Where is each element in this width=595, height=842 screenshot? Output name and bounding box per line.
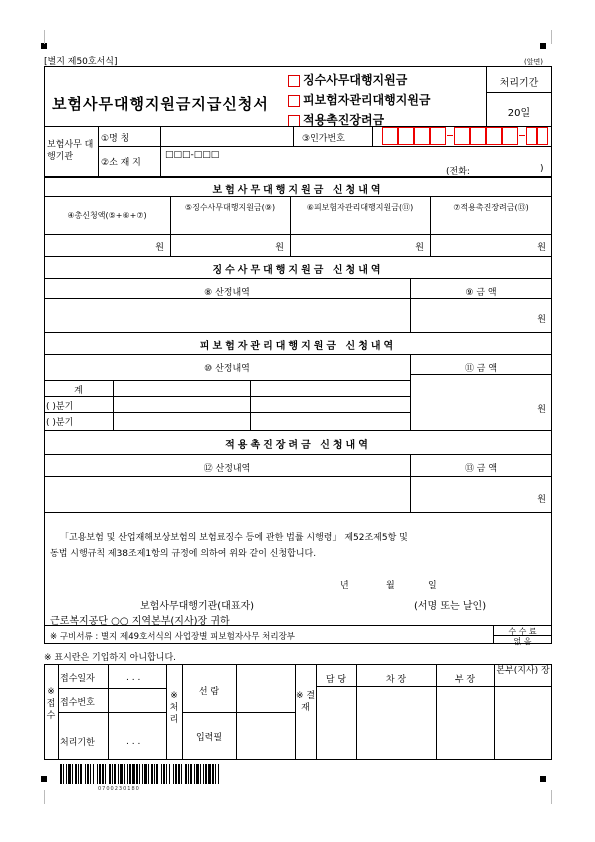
barcode-bar (181, 764, 182, 784)
review-stamp-field[interactable] (238, 666, 293, 710)
quarter-row-1[interactable]: ( )분기 (46, 402, 74, 412)
barcode-bar (90, 764, 91, 784)
barcode-bar (87, 764, 89, 784)
barcode-bar (132, 764, 135, 784)
promotion-amount-unit[interactable]: 원 (537, 243, 546, 253)
barcode-bar (178, 764, 180, 784)
barcode-bar (102, 764, 104, 784)
barcode-bar (109, 764, 111, 784)
receipt-number-label: 접수번호 (60, 698, 95, 708)
barcode-bar (93, 764, 94, 784)
collection-detail-label: ⑧ 산정내역 (204, 288, 250, 298)
barcode-bar (185, 764, 187, 784)
signature-label[interactable]: (서명 또는 날인) (414, 601, 487, 612)
barcode-bar (161, 764, 162, 784)
office-use-note: ※ 표시란은 기입하지 아니합니다. (44, 653, 177, 663)
barcode-number: 0700230180 (98, 786, 140, 792)
declaration-line-1: 「고용보험 및 산업재해보상보험의 보험료징수 등에 관한 법률 시행령」 제52조제5항 및 (60, 533, 408, 543)
section-title-request-summary: 보험사무대행지원금 신청내역 (212, 185, 384, 196)
date-day-label[interactable]: 일 (428, 581, 437, 591)
date-month-label[interactable]: 월 (386, 581, 395, 591)
barcode-bar (203, 764, 204, 784)
barcode-bar (105, 764, 106, 784)
barcode-bar (112, 764, 113, 784)
attachments-note: ※ 구비서류 : 별지 제49호서식의 사업장별 피보험자사무 처리장부 (50, 632, 295, 642)
collection-amount-label: ⑨ 금 액 (465, 288, 497, 298)
barcode-bar (75, 764, 77, 784)
barcode-bar (169, 764, 170, 784)
applicant-label: 보험사무대행기관(대표자) (140, 601, 255, 612)
barcode-bar (196, 764, 199, 784)
insured-mgmt-amount-unit[interactable]: 원 (415, 243, 424, 253)
insured-mgmt-detail-label: ⑩ 산정내역 (204, 364, 250, 374)
paper-side-note: (앞면) (524, 58, 543, 66)
agency-address-label: ②소 재 지 (101, 158, 141, 168)
barcode-bar (212, 764, 214, 784)
barcode-bar (175, 764, 177, 784)
phone-close: ) (540, 164, 544, 174)
processing-period-label: 처리기간 (499, 78, 539, 89)
barcode-bar (166, 764, 167, 784)
barcode-bar (144, 764, 147, 784)
barcode-bar (190, 764, 192, 784)
barcode-bar (142, 764, 143, 784)
barcode-bar (68, 764, 71, 784)
barcode-bar (156, 764, 158, 784)
barcode-bar (124, 764, 125, 784)
quarter-row-total: 계 (74, 386, 83, 396)
barcode-bars (60, 764, 219, 784)
barcode-bar (154, 764, 155, 784)
fee-value: 없 음 (513, 637, 532, 646)
agency-label: 보험사무 대행기관 (47, 140, 94, 162)
barcode-bar (151, 764, 153, 784)
deadline-label: 처리기한 (60, 738, 95, 748)
phone-label: (전화: (446, 167, 470, 177)
barcode-bar (139, 764, 140, 784)
total-amount-unit[interactable]: 원 (155, 243, 164, 253)
collection-amount-unit[interactable]: 원 (275, 243, 284, 253)
barcode-bar (208, 764, 211, 784)
barcode-bar (205, 764, 207, 784)
fee-label: 수 수 료 (508, 627, 537, 636)
barcode-bar (85, 764, 86, 784)
barcode-bar (80, 764, 82, 784)
checkbox-option[interactable]: 징수사무대행지원금 (288, 70, 431, 90)
form-number: [별지 제50호서식] (44, 57, 118, 67)
crop-mark (551, 30, 566, 44)
checkbox-option[interactable]: 피보험자관리대행지원금 (288, 90, 431, 110)
insured-mgmt-amount-field[interactable]: 원 (537, 405, 546, 415)
quarter-row-2[interactable]: ( )분기 (46, 418, 74, 428)
agency-name-label: ①명 칭 (101, 134, 130, 144)
agency-name-field[interactable] (163, 128, 291, 144)
barcode-bar (120, 764, 123, 784)
approval-col-manager: 부 장 (454, 675, 476, 685)
collection-detail-field[interactable] (46, 300, 408, 330)
registration-mark (41, 776, 47, 782)
form-title: 보험사무대행지원금지급신청서 (52, 95, 269, 113)
insured-mgmt-amount-label: ⑪ 금 액 (464, 364, 498, 374)
total-amount-header: ④총신청액(⑤+⑥+⑦) (67, 211, 147, 220)
approval-sign-staff[interactable] (318, 688, 354, 758)
approval-side-label: ※ 결 재 (295, 691, 316, 713)
insured-mgmt-subsidy-header: ⑥피보험자관리대행지원금(⑪) (306, 203, 414, 212)
promotion-amount-field[interactable]: 원 (537, 495, 546, 505)
section-title-collection: 징수사무대행지원금 신청내역 (212, 265, 384, 276)
barcode-bar (200, 764, 201, 784)
approval-sign-manager[interactable] (438, 688, 492, 758)
promotion-amount-label: ⑬ 금 액 (464, 464, 498, 474)
barcode-bar (118, 764, 119, 784)
barcode-bar (99, 764, 101, 784)
barcode-bar (188, 764, 189, 784)
approval-col-deputy: 차 장 (385, 675, 407, 685)
receipt-side-label: ※ 접 수 (46, 687, 56, 721)
section-title-promotion: 적용촉진장려금 신청내역 (225, 440, 371, 451)
barcode-bar (215, 764, 216, 784)
postal-code-field[interactable]: □□□-□□□ (165, 150, 220, 160)
checkbox[interactable] (288, 115, 300, 127)
approval-number-field[interactable] (378, 127, 548, 146)
crop-mark (30, 30, 45, 44)
review-label: 선 람 (198, 687, 220, 697)
barcode-bar (163, 764, 165, 784)
approval-col-staff: 담 당 (325, 675, 347, 685)
promotion-incentive-header: ⑦적용촉진장려금(⑬) (453, 203, 529, 212)
approval-sign-deputy[interactable] (358, 688, 434, 758)
barcode-bar (63, 764, 64, 784)
recipient-label: 근로복지공단 ○○ 지역본부(지사)장 귀하 (50, 616, 230, 627)
barcode-bar (114, 764, 116, 784)
approval-number-label: ③인가번호 (302, 134, 345, 144)
receipt-date-label: 접수일자 (60, 674, 95, 684)
approval-sign-branch-head[interactable] (496, 688, 550, 758)
receipt-number-field[interactable] (110, 690, 164, 710)
registration-mark (540, 776, 546, 782)
deadline-field[interactable]: . . . (126, 737, 141, 747)
barcode-bar (78, 764, 79, 784)
collection-amount-field[interactable]: 원 (537, 315, 546, 325)
checkbox-option[interactable]: 적용촉진장려금 (288, 110, 431, 130)
barcode-bar (127, 764, 128, 784)
barcode-bar (136, 764, 138, 784)
barcode (60, 764, 224, 790)
checkbox[interactable] (288, 75, 300, 87)
barcode-bar (148, 764, 149, 784)
crop-mark (551, 790, 566, 804)
receipt-date-field[interactable]: . . . (126, 673, 141, 683)
approval-col-branch-head: 본부(지사) 장 (496, 666, 550, 676)
entered-stamp-field[interactable] (238, 714, 293, 758)
processing-period-value: 20일 (507, 108, 531, 119)
declaration-line-2: 동법 시행규칙 제38조제1항의 규정에 의하여 위와 같이 신청합니다. (50, 549, 317, 559)
barcode-bar (72, 764, 73, 784)
barcode-bar (66, 764, 67, 784)
barcode-bar (60, 764, 62, 784)
crop-mark (30, 790, 45, 804)
barcode-bar (129, 764, 131, 784)
section-title-insured-mgmt: 피보험자관리대행지원금 신청내역 (199, 341, 397, 352)
barcode-bar (218, 764, 219, 784)
entered-label: 입력필 (195, 733, 223, 743)
collection-subsidy-header: ⑤징수사무대행지원금(⑨) (184, 203, 276, 212)
barcode-bar (97, 764, 98, 784)
processing-side-label: ※ 처 리 (169, 691, 179, 725)
promotion-detail-label: ⑫ 산정내역 (203, 464, 251, 474)
barcode-bar (194, 764, 195, 784)
barcode-bar (173, 764, 174, 784)
promotion-detail-field[interactable] (46, 478, 408, 510)
checkbox[interactable] (288, 95, 300, 107)
registration-mark (540, 43, 546, 49)
date-year-label[interactable]: 년 (340, 581, 349, 591)
application-type-checkboxes (288, 70, 431, 130)
